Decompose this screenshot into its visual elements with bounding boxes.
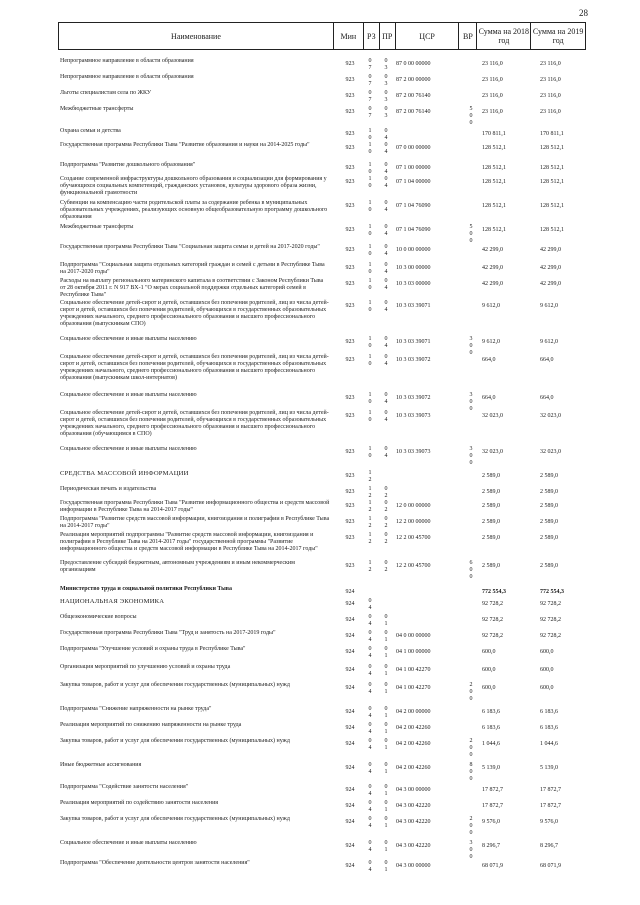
row-min: 923	[345, 109, 355, 115]
row-pr: 0 1	[384, 800, 388, 813]
row-sum-2018: 23 116,0	[482, 77, 503, 83]
row-sum-2019: 9 612,0	[540, 303, 558, 309]
row-min: 923	[345, 489, 355, 495]
row-name: Социальное обеспечение и иные выплаты населению	[60, 392, 197, 398]
row-sum-2018: 170 811,1	[482, 131, 506, 137]
row-rz: 0 4	[368, 630, 372, 643]
row-sum-2019: 6 183,6	[540, 725, 558, 731]
row-sum-2019: 42 299,0	[540, 281, 561, 287]
row-vr: 3 0 0	[469, 392, 473, 412]
row-csr: 07 1 00 00000	[396, 165, 431, 171]
row-rz: 0 4	[368, 682, 372, 695]
row-sum-2018: 664,0	[482, 357, 496, 363]
row-rz: 0 7	[368, 74, 372, 87]
row-name: Создание современной инфраструктуры дошкольного образования и социализации для формирования у обучающихся социальных компетенций, гражданских установок, культуры здорового образа жизни, функциональной грамотности	[60, 176, 327, 196]
row-min: 923	[345, 227, 355, 233]
row-csr: 04 2 00 42260	[396, 725, 431, 731]
row-sum-2018: 68 071,9	[482, 863, 503, 869]
row-csr: 07 0 00 00000	[396, 145, 431, 151]
row-min: 923	[345, 535, 355, 541]
row-csr: 87 2 00 00000	[396, 77, 431, 83]
row-sum-2018: 23 116,0	[482, 93, 503, 99]
row-name: Межбюджетные трансферты	[60, 224, 134, 230]
row-min: 924	[345, 843, 355, 849]
row-sum-2018: 1 044,6	[482, 741, 500, 747]
row-sum-2019: 128 512,1	[540, 227, 564, 233]
row-rz: 1 0	[368, 142, 372, 155]
row-sum-2018: 128 512,1	[482, 165, 506, 171]
row-min: 924	[345, 589, 355, 595]
row-sum-2018: 772 554,3	[482, 589, 506, 595]
row-name: Общеэкономические вопросы	[60, 614, 137, 620]
row-pr: 0 1	[384, 646, 388, 659]
row-csr: 04 1 00 42270	[396, 667, 431, 673]
row-name: Реализация мероприятий по содействию занятости населения	[60, 800, 219, 806]
row-csr: 04 1 00 00000	[396, 649, 431, 655]
table-header	[58, 22, 586, 50]
row-pr: 0 4	[384, 278, 388, 291]
row-name: Подпрограмма "Улучшение условий и охраны труда в Республике Тыва"	[60, 646, 246, 652]
row-sum-2019: 6 183,6	[540, 709, 558, 715]
row-name: Министерство труда и социальной политики Республики Тыва	[60, 586, 233, 592]
row-sum-2019: 17 872,7	[540, 787, 561, 793]
row-pr: 0 1	[384, 816, 388, 829]
row-name: Социальное обеспечение детей-сирот и детей, оставшихся без попечения родителей, лиц из числа детей-сирот и детей, оставшихся без попечения родителей, обучающихся в государственных образовательных учреждениях начального, среднего профессионального образования и высшего профессионального образования (выпускникам СПО)	[60, 300, 329, 327]
row-sum-2018: 92 728,2	[482, 601, 503, 607]
row-sum-2019: 32 023,0	[540, 449, 561, 455]
row-sum-2019: 23 116,0	[540, 109, 561, 115]
row-min: 923	[345, 339, 355, 345]
row-min: 923	[345, 247, 355, 253]
row-name: СРЕДСТВА МАССОВОЙ ИНФОРМАЦИИ	[60, 470, 189, 477]
row-pr: 0 4	[384, 244, 388, 257]
row-sum-2018: 17 872,7	[482, 787, 503, 793]
row-csr: 10 3 03 39073	[396, 449, 431, 455]
row-name: Непрограммное направление в области образования	[60, 74, 194, 80]
row-pr: 0 3	[384, 58, 388, 71]
row-name: Социальное обеспечение и иные выплаты населению	[60, 446, 197, 452]
row-vr: 2 0 0	[469, 682, 473, 702]
row-rz: 1 0	[368, 244, 372, 257]
row-csr: 07 1 04 76090	[396, 203, 431, 209]
row-csr: 04 3 00 00000	[396, 863, 431, 869]
row-csr: 04 2 00 42260	[396, 765, 431, 771]
row-rz: 0 4	[368, 784, 372, 797]
row-name: Льготы специалистам села по ЖКУ	[60, 90, 152, 96]
row-min: 924	[345, 617, 355, 623]
row-sum-2018: 23 116,0	[482, 61, 503, 67]
row-name: Государственная программа Республики Тыва "Развитие информационного общества и средств массовой информации в Республике Тыва на 2014-2017 годы"	[60, 500, 330, 513]
row-sum-2018: 23 116,0	[482, 109, 503, 115]
row-sum-2019: 600,0	[540, 649, 554, 655]
row-name: НАЦИОНАЛЬНАЯ ЭКОНОМИКА	[60, 598, 165, 605]
row-sum-2018: 32 023,0	[482, 413, 503, 419]
row-rz: 0 4	[368, 706, 372, 719]
row-rz: 1 0	[368, 176, 372, 189]
row-sum-2018: 600,0	[482, 667, 496, 673]
row-rz: 0 4	[368, 762, 372, 775]
row-sum-2018: 92 728,2	[482, 617, 503, 623]
row-csr: 07 1 04 00000	[396, 179, 431, 185]
row-csr: 10 3 03 39073	[396, 413, 431, 419]
row-rz: 0 7	[368, 90, 372, 103]
row-min: 923	[345, 563, 355, 569]
row-pr: 0 1	[384, 738, 388, 751]
row-vr: 5 0 0	[469, 106, 473, 126]
row-pr: 0 4	[384, 142, 388, 155]
row-pr: 0 4	[384, 262, 388, 275]
row-csr: 04 0 00 00000	[396, 633, 431, 639]
row-rz: 1 2	[368, 500, 372, 513]
row-sum-2018: 600,0	[482, 685, 496, 691]
row-min: 923	[345, 395, 355, 401]
row-csr: 12 2 00 45700	[396, 535, 431, 541]
row-min: 924	[345, 709, 355, 715]
row-name: Периодическая печать и издательства	[60, 486, 157, 492]
row-name: Социальное обеспечение и иные выплаты населению	[60, 840, 197, 846]
row-rz: 1 0	[368, 262, 372, 275]
row-sum-2019: 9 576,0	[540, 819, 558, 825]
row-sum-2019: 2 589,0	[540, 489, 558, 495]
row-sum-2018: 6 183,6	[482, 725, 500, 731]
row-sum-2019: 92 728,2	[540, 633, 561, 639]
row-sum-2018: 2 589,0	[482, 563, 500, 569]
row-rz: 0 4	[368, 598, 372, 611]
row-rz: 1 0	[368, 278, 372, 291]
row-name: Предоставление субсидий бюджетным, автономным учреждениям и иным некоммерческим организациям	[60, 560, 295, 573]
row-sum-2019: 2 589,0	[540, 563, 558, 569]
row-min: 923	[345, 77, 355, 83]
row-rz: 0 7	[368, 58, 372, 71]
row-name: Субвенции на компенсацию части родительской платы за содержание ребенка в муниципальных образовательных учреждениях, реализующих основную общеобразовательную программу дошкольного образования	[60, 200, 328, 220]
row-name: Государственная программа Республики Тыва "Социальная защита семьи и детей на 2017-2020 годы"	[60, 244, 320, 250]
row-min: 923	[345, 473, 355, 479]
row-sum-2019: 1 044,6	[540, 741, 558, 747]
row-pr: 0 4	[384, 200, 388, 213]
row-rz: 1 2	[368, 486, 372, 499]
row-sum-2018: 2 589,0	[482, 535, 500, 541]
row-sum-2019: 23 116,0	[540, 77, 561, 83]
row-csr: 04 2 00 42260	[396, 741, 431, 747]
row-vr: 3 0 0	[469, 840, 473, 860]
row-pr: 0 1	[384, 664, 388, 677]
row-name: Расходы на выплату регионального материнского капитала в соответствии с Законом Республики Тыва от 28 октября 2011 г. N 917 ВХ-1 "О мерах социальной поддержки отдельных категорий семей в Республике Тыва"	[60, 278, 324, 298]
row-name: Охрана семьи и детства	[60, 128, 121, 134]
row-csr: 04 3 00 42220	[396, 803, 431, 809]
row-csr: 04 3 00 42220	[396, 819, 431, 825]
row-sum-2019: 23 116,0	[540, 61, 561, 67]
row-csr: 04 1 00 42270	[396, 685, 431, 691]
row-pr: 0 4	[384, 224, 388, 237]
row-vr: 3 0 0	[469, 446, 473, 466]
row-name: Социальное обеспечение детей-сирот и детей, оставшихся без попечения родителей, лиц из числа детей-сирот и детей, оставшихся без попечения родителей, обучающихся в государственных образовательных учреждениях начального, среднего профессионального образования и высшего профессионального образования (обучающимся в СПО)	[60, 410, 329, 437]
row-rz: 1 2	[368, 516, 372, 529]
row-sum-2018: 9 576,0	[482, 819, 500, 825]
row-rz: 1 0	[368, 336, 372, 349]
row-name: Межбюджетные трансферты	[60, 106, 134, 112]
row-vr: 8 0 0	[469, 762, 473, 782]
row-pr: 0 2	[384, 500, 388, 513]
row-pr: 0 4	[384, 128, 388, 141]
row-rz: 0 4	[368, 664, 372, 677]
row-sum-2018: 9 612,0	[482, 303, 500, 309]
row-csr: 87 2 00 76140	[396, 109, 431, 115]
row-name: Подпрограмма "Обеспечение деятельности центров занятости населения"	[60, 860, 250, 866]
row-pr: 0 1	[384, 722, 388, 735]
row-vr: 2 0 0	[469, 816, 473, 836]
row-sum-2018: 42 299,0	[482, 281, 503, 287]
row-min: 924	[345, 741, 355, 747]
row-rz: 1 0	[368, 162, 372, 175]
row-sum-2019: 772 554,3	[540, 589, 564, 595]
row-sum-2018: 128 512,1	[482, 179, 506, 185]
row-name: Закупка товаров, работ и услуг для обеспечения государственных (муниципальных) нужд	[60, 738, 290, 744]
row-rz: 0 4	[368, 840, 372, 853]
row-name: Закупка товаров, работ и услуг для обеспечения государственных (муниципальных) нужд	[60, 682, 290, 688]
row-sum-2019: 92 728,2	[540, 617, 561, 623]
row-rz: 0 4	[368, 816, 372, 829]
row-pr: 0 2	[384, 516, 388, 529]
row-name: Иные бюджетные ассигнования	[60, 762, 142, 768]
row-sum-2019: 128 512,1	[540, 145, 564, 151]
row-pr: 0 1	[384, 762, 388, 775]
row-sum-2018: 5 139,0	[482, 765, 500, 771]
row-sum-2019: 600,0	[540, 685, 554, 691]
row-sum-2018: 128 512,1	[482, 203, 506, 209]
row-min: 924	[345, 819, 355, 825]
row-csr: 04 3 00 00000	[396, 787, 431, 793]
row-rz: 1 0	[368, 410, 372, 423]
row-min: 923	[345, 281, 355, 287]
row-csr: 87 2 00 76140	[396, 93, 431, 99]
row-name: Подпрограмма "Развитие дошкольного образования"	[60, 162, 196, 168]
header-pr: ПР	[380, 23, 396, 49]
row-min: 924	[345, 765, 355, 771]
row-pr: 0 3	[384, 90, 388, 103]
row-min: 923	[345, 519, 355, 525]
row-pr: 0 1	[384, 682, 388, 695]
row-sum-2019: 128 512,1	[540, 179, 564, 185]
row-sum-2019: 92 728,2	[540, 601, 561, 607]
row-pr: 0 3	[384, 74, 388, 87]
row-rz: 1 0	[368, 300, 372, 313]
row-min: 923	[345, 503, 355, 509]
row-sum-2018: 92 728,2	[482, 633, 503, 639]
row-sum-2019: 9 612,0	[540, 339, 558, 345]
row-pr: 0 1	[384, 614, 388, 627]
row-sum-2019: 2 589,0	[540, 473, 558, 479]
row-pr: 0 3	[384, 106, 388, 119]
row-csr: 10 0 00 00000	[396, 247, 431, 253]
row-sum-2018: 664,0	[482, 395, 496, 401]
row-min: 923	[345, 165, 355, 171]
row-pr: 0 1	[384, 784, 388, 797]
row-csr: 10 3 03 39072	[396, 357, 431, 363]
row-sum-2019: 2 589,0	[540, 503, 558, 509]
row-pr: 0 4	[384, 410, 388, 423]
header-rz: РЗ	[364, 23, 380, 49]
row-name: Реализация мероприятий по снижению напряженности на рынке труда	[60, 722, 242, 728]
row-min: 923	[345, 61, 355, 67]
row-sum-2018: 32 023,0	[482, 449, 503, 455]
row-sum-2019: 664,0	[540, 395, 554, 401]
row-min: 924	[345, 601, 355, 607]
row-sum-2019: 128 512,1	[540, 165, 564, 171]
row-name: Подпрограмма "Снижение напряженности на рынке труда"	[60, 706, 212, 712]
row-sum-2019: 32 023,0	[540, 413, 561, 419]
row-name: Организация мероприятий по улучшению условий и охраны труда	[60, 664, 231, 670]
row-rz: 0 7	[368, 106, 372, 119]
row-rz: 1 0	[368, 446, 372, 459]
row-pr: 0 4	[384, 354, 388, 367]
row-min: 923	[345, 145, 355, 151]
row-csr: 04 3 00 42220	[396, 843, 431, 849]
row-rz: 1 0	[368, 354, 372, 367]
row-sum-2018: 9 612,0	[482, 339, 500, 345]
row-sum-2019: 42 299,0	[540, 265, 561, 271]
row-name: Непрограммное направление в области образования	[60, 58, 194, 64]
row-csr: 04 2 00 00000	[396, 709, 431, 715]
row-name: Социальное обеспечение и иные выплаты населению	[60, 336, 197, 342]
row-rz: 1 2	[368, 470, 372, 483]
row-sum-2018: 6 183,6	[482, 709, 500, 715]
row-name: Подпрограмма "Социальная защита отдельных категорий граждан и семей с детьми в Республике Тыва на 2017-2020 годы"	[60, 262, 325, 275]
row-sum-2018: 42 299,0	[482, 247, 503, 253]
row-csr: 87 0 00 00000	[396, 61, 431, 67]
row-rz: 0 4	[368, 860, 372, 873]
row-sum-2019: 600,0	[540, 667, 554, 673]
row-sum-2018: 17 872,7	[482, 803, 503, 809]
row-sum-2018: 2 589,0	[482, 519, 500, 525]
row-name: Подпрограмма "Содействие занятости населения"	[60, 784, 189, 790]
row-pr: 0 2	[384, 532, 388, 545]
row-sum-2019: 42 299,0	[540, 247, 561, 253]
row-csr: 12 2 00 45700	[396, 563, 431, 569]
row-pr: 0 4	[384, 176, 388, 189]
row-pr: 0 1	[384, 860, 388, 873]
row-name: Реализация мероприятий подпрограммы "Развитие средств массовой информации, книгоиздания и полиграфии в Республике Тыва на 2014-2017 годы" государственной программы "Развитие информационного общества и средств массовой информации в Республике Тыва на 2014-2017 годы"	[60, 532, 318, 552]
row-csr: 10 3 03 39071	[396, 303, 431, 309]
row-sum-2019: 68 071,9	[540, 863, 561, 869]
row-pr: 0 4	[384, 392, 388, 405]
header-name: Наименование	[59, 23, 334, 49]
row-sum-2019: 2 589,0	[540, 535, 558, 541]
row-min: 924	[345, 667, 355, 673]
row-min: 924	[345, 633, 355, 639]
row-sum-2019: 664,0	[540, 357, 554, 363]
row-sum-2018: 2 589,0	[482, 473, 500, 479]
row-name: Социальное обеспечение детей-сирот и детей, оставшихся без попечения родителей, лиц из числа детей-сирот и детей, оставшихся без попечения родителей, обучающихся в государственных образовательных учреждениях начального, среднего профессионального образования и высшего профессионального образования (выпускникам школ-интернатов)	[60, 354, 329, 381]
row-vr: 2 0 0	[469, 738, 473, 758]
row-rz: 1 0	[368, 128, 372, 141]
row-rz: 1 0	[368, 224, 372, 237]
row-min: 924	[345, 649, 355, 655]
row-rz: 0 4	[368, 614, 372, 627]
row-sum-2019: 23 116,0	[540, 93, 561, 99]
row-pr: 0 4	[384, 336, 388, 349]
row-min: 923	[345, 357, 355, 363]
row-min: 923	[345, 303, 355, 309]
row-sum-2019: 5 139,0	[540, 765, 558, 771]
row-csr: 12 2 00 00000	[396, 519, 431, 525]
header-vr: ВР	[459, 23, 477, 49]
row-min: 924	[345, 685, 355, 691]
row-min: 923	[345, 93, 355, 99]
row-min: 924	[345, 725, 355, 731]
row-pr: 0 1	[384, 840, 388, 853]
row-pr: 0 4	[384, 446, 388, 459]
row-pr: 0 2	[384, 560, 388, 573]
row-min: 923	[345, 413, 355, 419]
row-rz: 1 2	[368, 560, 372, 573]
row-csr: 10 3 03 39071	[396, 339, 431, 345]
row-sum-2018: 8 296,7	[482, 843, 500, 849]
row-rz: 1 0	[368, 200, 372, 213]
header-min: Мин	[334, 23, 364, 49]
row-csr: 12 0 00 00000	[396, 503, 431, 509]
row-csr: 10 3 03 00000	[396, 281, 431, 287]
row-csr: 10 3 00 00000	[396, 265, 431, 271]
row-sum-2018: 2 589,0	[482, 503, 500, 509]
header-csr: ЦСР	[396, 23, 460, 49]
row-sum-2019: 128 512,1	[540, 203, 564, 209]
row-rz: 1 2	[368, 532, 372, 545]
row-min: 923	[345, 179, 355, 185]
row-name: Государственная программа Республики Тыва "Труд и занятость на 2017-2019 годы"	[60, 630, 276, 636]
row-vr: 6 0 0	[469, 560, 473, 580]
row-name: Закупка товаров, работ и услуг для обеспечения государственных (муниципальных) нужд	[60, 816, 290, 822]
row-min: 923	[345, 131, 355, 137]
row-pr: 0 1	[384, 630, 388, 643]
row-sum-2018: 42 299,0	[482, 265, 503, 271]
row-min: 923	[345, 449, 355, 455]
row-rz: 0 4	[368, 738, 372, 751]
row-vr: 3 0 0	[469, 336, 473, 356]
row-sum-2019: 2 589,0	[540, 519, 558, 525]
row-vr: 5 0 0	[469, 224, 473, 244]
row-rz: 0 4	[368, 646, 372, 659]
row-sum-2019: 8 296,7	[540, 843, 558, 849]
row-sum-2018: 600,0	[482, 649, 496, 655]
row-sum-2019: 170 811,1	[540, 131, 564, 137]
row-min: 924	[345, 787, 355, 793]
header-sum-2018: Сумма на 2018 год	[477, 23, 531, 49]
row-sum-2019: 17 872,7	[540, 803, 561, 809]
row-pr: 0 4	[384, 162, 388, 175]
row-rz: 0 4	[368, 800, 372, 813]
row-pr: 0 1	[384, 706, 388, 719]
row-min: 924	[345, 803, 355, 809]
row-rz: 0 4	[368, 722, 372, 735]
page-number: 28	[579, 8, 588, 18]
row-sum-2018: 128 512,1	[482, 145, 506, 151]
row-rz: 1 0	[368, 392, 372, 405]
row-csr: 10 3 03 39072	[396, 395, 431, 401]
row-sum-2018: 128 512,1	[482, 227, 506, 233]
row-sum-2018: 2 589,0	[482, 489, 500, 495]
row-min: 923	[345, 203, 355, 209]
row-name: Государственная программа Республики Тыва "Развитие образования и науки на 2014-2025 годы"	[60, 142, 310, 148]
row-min: 924	[345, 863, 355, 869]
row-csr: 07 1 04 76090	[396, 227, 431, 233]
row-pr: 0 2	[384, 486, 388, 499]
row-min: 923	[345, 265, 355, 271]
row-name: Подпрограмма "Развитие средств массовой информации, книгоиздания и полиграфии в Республике Тыва на 2014-2017 годы"	[60, 516, 330, 529]
row-pr: 0 4	[384, 300, 388, 313]
header-sum-2019: Сумма на 2019 год	[532, 27, 584, 45]
